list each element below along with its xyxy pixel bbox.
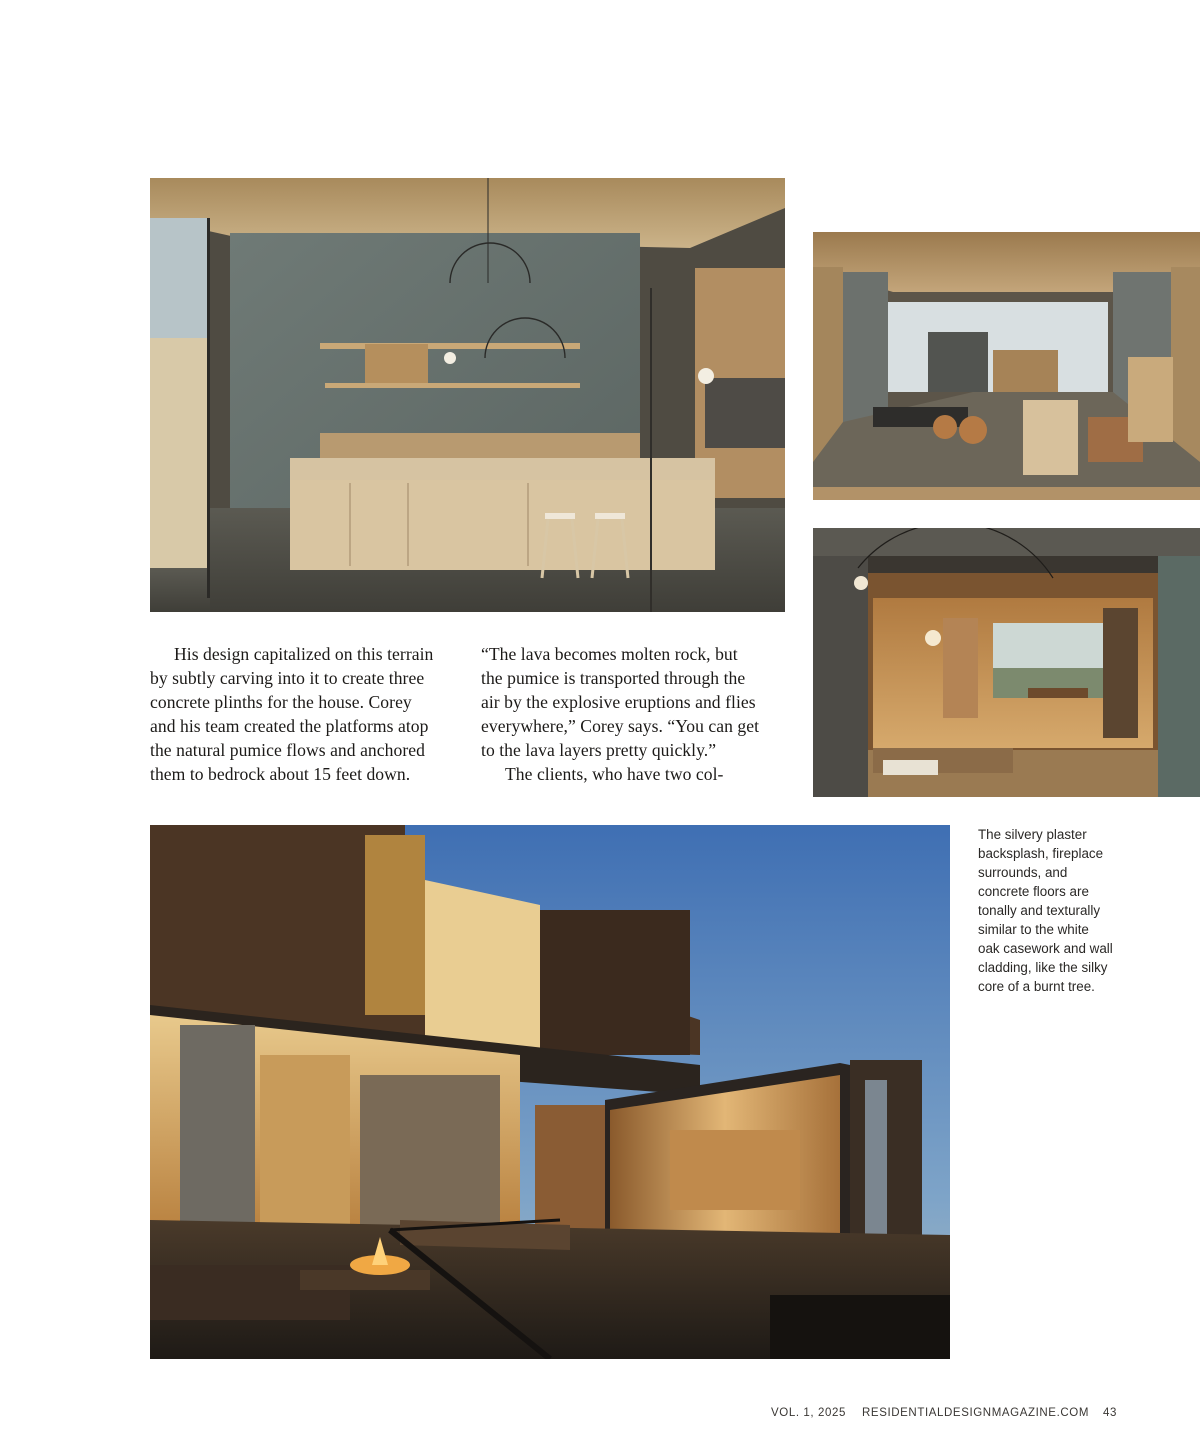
photo-caption	[978, 825, 1138, 996]
caption-line: backsplash, fireplace	[978, 846, 1104, 861]
living-room-photo	[813, 528, 1200, 797]
kitchen-illustration	[150, 178, 785, 612]
article-column-right	[481, 642, 786, 786]
article-line: the natural pumice flows and anchored	[150, 740, 425, 760]
page-footer	[771, 1407, 1117, 1419]
article-line: everywhere,” Corey says. “You can get	[481, 716, 760, 736]
caption-line: The silvery plaster	[978, 827, 1087, 842]
article-line: The clients, who have two col-	[505, 764, 724, 784]
article-line: to the lava layers pretty quickly.”	[481, 740, 717, 760]
exterior-dusk-illustration	[150, 825, 950, 1359]
caption-line: similar to the white	[978, 922, 1089, 937]
article-line: by subtly carving into it to create three	[150, 668, 425, 688]
article-column-left	[150, 642, 455, 786]
article-line: His design capitalized on this terrain	[174, 644, 434, 664]
volume-label: VOL. 1, 2025	[771, 1407, 847, 1419]
page-number: 43	[1103, 1407, 1117, 1419]
website-label: RESIDENTIALDESIGNMAGAZINE.COM	[862, 1407, 1089, 1419]
caption-line: core of a burnt tree.	[978, 979, 1095, 994]
article-line: the pumice is transported through the	[481, 668, 746, 688]
caption-line: oak casework and wall	[978, 941, 1113, 956]
kitchen-photo	[150, 178, 785, 612]
article-line: them to bedrock about 15 feet down.	[150, 764, 411, 784]
article-line: air by the explosive eruptions and flies	[481, 692, 756, 712]
article-line: and his team created the platforms atop	[150, 716, 429, 736]
caption-line: concrete floors are	[978, 884, 1089, 899]
caption-line: surrounds, and	[978, 865, 1068, 880]
interior-corridor-photo	[813, 232, 1200, 500]
exterior-dusk-photo	[150, 825, 950, 1359]
interior-corridor-illustration	[813, 232, 1200, 500]
living-room-illustration	[813, 528, 1200, 797]
caption-line: cladding, like the silky	[978, 960, 1108, 975]
caption-line: tonally and texturally	[978, 903, 1101, 918]
article-line: concrete plinths for the house. Corey	[150, 692, 412, 712]
article-line: “The lava becomes molten rock, but	[481, 644, 738, 664]
